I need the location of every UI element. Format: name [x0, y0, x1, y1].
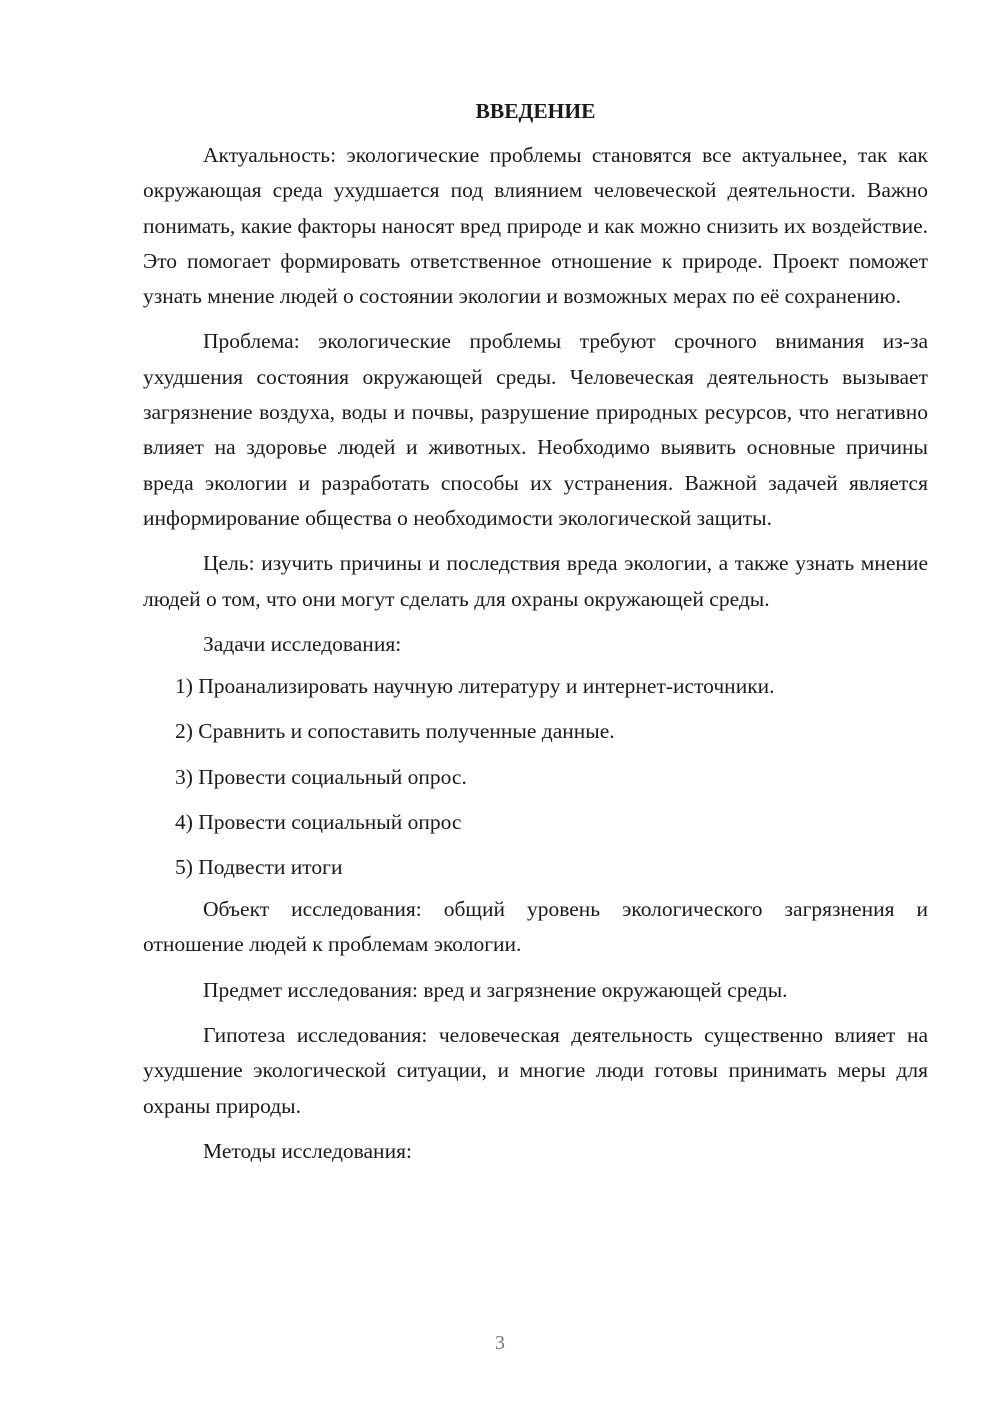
task-item-2: 2) Сравнить и сопоставить полученные данные. [175, 719, 615, 744]
paragraph-relevance: Актуальность: экологические проблемы становятся все актуальнее, так как окружающая среда ухудшается под влиянием человеческой деятельности. Важно понимать, какие факторы наносят вред природе и как можно снизить их воздействие. Это помогает формировать ответственное отношение к природе. Проект поможет узнать мнение людей о состоянии экологии и возможных мерах по её сохранению. [143, 143, 928, 309]
paragraph-goal: Цель: изучить причины и последствия вреда экологии, а также узнать мнение людей о том, что они могут сделать для охраны окружающей среды. [143, 551, 928, 611]
paragraph-object: Объект исследования: общий уровень экологического загрязнения и отношение людей к проблемам экологии. [143, 897, 928, 957]
document-page [143, 96, 928, 1169]
paragraph-hypothesis: Гипотеза исследования: человеческая деятельность существенно влияет на ухудшение экологической ситуации, и многие люди готовы принимать меры для охраны природы. [143, 1023, 928, 1118]
tasks-list [143, 664, 928, 890]
task-item-5: 5) Подвести итоги [175, 854, 343, 879]
task-item-3: 3) Провести социальный опрос. [175, 764, 467, 789]
paragraph-subject: Предмет исследования: вред и загрязнение окружающей среды. [203, 977, 788, 1002]
methods-title: Методы исследования: [203, 1138, 412, 1163]
page-number: 3 [495, 1332, 505, 1354]
task-item-1: 1) Проанализировать научную литературу и интернет-источники. [175, 674, 775, 699]
tasks-title: Задачи исследования: [203, 631, 402, 656]
task-item-4: 4) Провести социальный опрос [175, 809, 462, 834]
section-heading: ВВЕДЕНИЕ [475, 99, 596, 123]
paragraph-problem: Проблема: экологические проблемы требуют срочного внимания из-за ухудшения состояния окружающей среды. Человеческая деятельность вызывает загрязнение воздуха, воды и почвы, разрушение природных ресурсов, что негативно влияет на здоровье людей и животных. Необходимо выявить основные причины вреда экологии и разработать способы их устранения. Важной задачей является информирование общества о необходимости экологической защиты. [143, 329, 928, 530]
